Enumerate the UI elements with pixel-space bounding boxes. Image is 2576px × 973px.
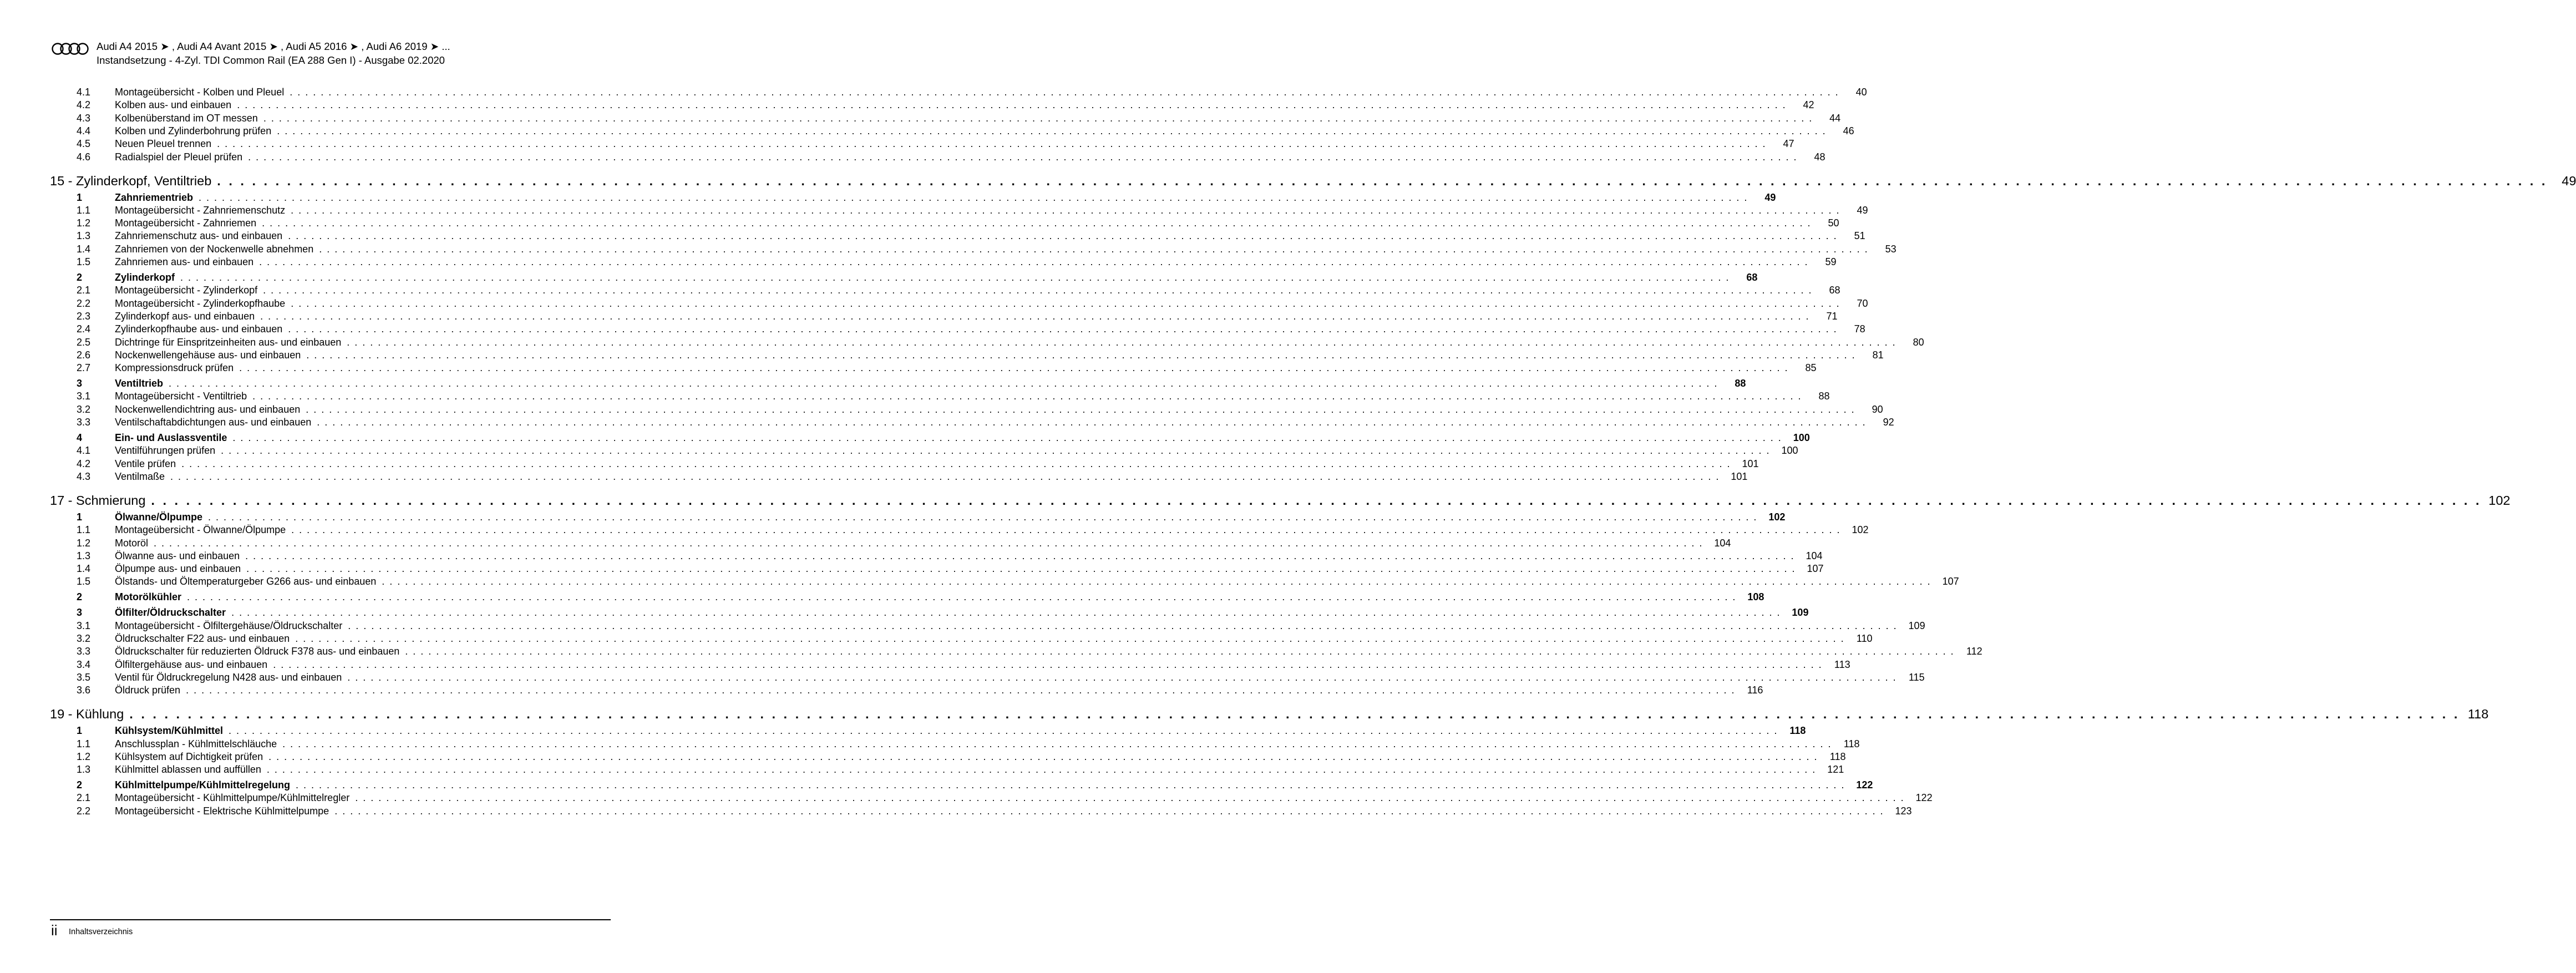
toc-entry-title: Ventilführungen prüfen bbox=[115, 445, 216, 457]
toc-entry-title: Öldruckschalter für reduzierten Öldruck F378 aus- und einbauen bbox=[115, 646, 400, 657]
toc-entry-page: 50 bbox=[1828, 217, 1839, 229]
header-subtitle: Instandsetzung - 4-Zyl. TDI Common Rail (EA 288 Gen I) - Ausgabe 02.2020 bbox=[97, 54, 445, 66]
toc-entry-number: 2.3 bbox=[77, 310, 91, 322]
toc-entry-title: Ventiltrieb bbox=[115, 378, 164, 389]
toc-entry-line bbox=[115, 112, 1841, 124]
toc-entry-title: Dichtringe für Einspritzeinheiten aus- und einbauen bbox=[115, 336, 342, 348]
dot-leader: . . . . . . . . . . . . . . . . . . . . . . . . . . . . . . . . . . . . . . . . . . . . . . . . . . . . . . . . . . . . . . . . . . . . . . . . . . . . . . . . . . . . . . . . . . . . . . . . . . . . . . . . . . . . . . . . . . . . . . . . . . . . . . . . . . . . . . . . . . . . . . . . . . . . . . . . . . . . . . . . . . . . . . . . . . . . . . . . . . . . . . . . . . . . . . . . . . . . . . . . bbox=[221, 445, 1771, 457]
toc-entry-title: Montageübersicht - Ölwanne/Ölpumpe bbox=[115, 524, 286, 536]
toc-entry-line bbox=[115, 779, 1873, 791]
dot-leader: . . . . . . . . . . . . . . . . . . . . . . . . . . . . . . . . . . . . . . . . . . . . . . . . . . . . . . . . . . . . . . . . . . . . . . . . . . . . . . . . . . . . . . . . . . . . . . . . . . . . . . . . . . . . . . . . . . . . . . . . . . . . . . . . . . . . . . . . . . . . . . . . . . . . . . . . . . . . . . . . . . . . . . . . . . . . . . . . . . . . . . . . . . . . . . . . . . . . . . . . bbox=[248, 151, 1798, 163]
toc-entry-page: 71 bbox=[1826, 310, 1838, 322]
toc-entry-title: Ölwanne/Ölpumpe bbox=[115, 511, 203, 523]
toc-entry-page: 81 bbox=[1872, 349, 1884, 361]
toc-entry-number: 1.5 bbox=[77, 256, 91, 267]
toc-entry-number: 3.2 bbox=[77, 403, 91, 415]
toc-entry-number: 1 bbox=[77, 191, 83, 203]
dot-leader: . . . . . . . . . . . . . . . . . . . . . . . . . . . . . . . . . . . . . . . . . . . . . . . . . . . . . . . . . . . . . . . . . . . . . . . . . . . . . . . . . . . . . . . . . . . . . . . . . . . . . . . . . . . . . . . . . . . . . . . . . . . . . . . . . . . . . . . . . . . . . . . . . . . . . . . . . . . . . . . . . . . . . . . . . . . . . . . . . . . . . . . . . . . . . . . . . . . . . . . . bbox=[382, 576, 1931, 587]
toc-entry-title: Zahnriementrieb bbox=[115, 191, 194, 203]
toc-entry-title: Zylinderkopf aus- und einbauen bbox=[115, 310, 255, 322]
toc-entry-title: Ölwanne aus- und einbauen bbox=[115, 550, 240, 561]
toc-entry-line bbox=[115, 576, 1959, 587]
toc-entry-title: Kompressionsdruck prüfen bbox=[115, 362, 234, 374]
toc-entry-line bbox=[115, 138, 1794, 150]
toc-entry-page: 49 bbox=[1764, 191, 1776, 203]
dot-leader: . . . . . . . . . . . . . . . . . . . . . . . . . . . . . . . . . . . . . . . . . . . . . . . . . . . . . . . . . . . . . . . . . . . . . . . . . . . . . . . . . . . . . . . . . . . . . . . . . . . . . . . . . . . . . . . . . . . . . . . . . . . . . . . . . . . . . . . . . . . . . . . . . . . . . . . . . . . . . . . . . . . . . . . . . . . . . . . . . . . . . . . . . . . . . . . . . . . . . . . . bbox=[290, 87, 1839, 98]
dot-leader: . . . . . . . . . . . . . . . . . . . . . . . . . . . . . . . . . . . . . . . . . . . . . . . . . . . . . . . . . . . . . . . . . . . . . . . . . . . . . . . . . . . . . . . . . . . . . . . . . . . . . . . . . . . . . . . . . . . . . . . . . . . . . . . . . . . . . . . . . . . . . . . . . . . . . . . . . . . . . . . . . . . . . . . . . . . . . . . . . . . . . . . . . . . . . . . . . . . . . . . . bbox=[405, 646, 1955, 657]
toc-entry-line bbox=[115, 125, 1854, 137]
dot-leader: . . . . . . . . . . . . . . . . . . . . . . . . . . . . . . . . . . . . . . . . . . . . . . . . . . . . . . . . . . . . . . . . . . . . . . . . . . . . . . . . . . . . . . . . . . . . . . . . . . . . . . . . . . . . . . . . . . . . . . . . . . . . . . . . . . . . . . . . . . . . . . . . . . . . . . . . . . . . . . . . . . . . . . . . . . . . . . . . . . . . . . . . . . . . . . . . . . . . . . . . bbox=[229, 725, 1778, 737]
dot-leader: . . . . . . . . . . . . . . . . . . . . . . . . . . . . . . . . . . . . . . . . . . . . . . . . . . . . . . . . . . . . . . . . . . . . . . . . . . . . . . . . . . . . . . . . . . . . . . . . . . . . . . . . . . . . . . . . . . . . . . . . . . . . . . . . . . . . . . . . . . . . . . . . . . . . . . . . . . . . . . . . . . . . . . . . . . . . . . . . . . . . . . . . . . . . . . . . . . . . . . . . bbox=[239, 362, 1789, 374]
toc-entry-line bbox=[115, 336, 1924, 348]
toc-entry-line bbox=[115, 563, 1824, 575]
dot-leader: . . . . . . . . . . . . . . . . . . . . . . . . . . . . . . . . . . . . . . . . . . . . . . . . . . . . . . . . . . . . . . . . . . . . . . . . . . . . . . . . . . . . . . . . . . . . . . . . . . . . . . . . . . . . . . . . . . . . . . . . . . . . . . . . . . . . . . . . . . . . . . . . . . . . . . . . . . . . . . . . . . . . . . . . . . . . . . . . . . . . . . . . . . . . . . . . . . . . . . . . bbox=[199, 191, 1748, 203]
dot-leader: . . . . . . . . . . . . . . . . . . . . . . . . . . . . . . . . . . . . . . . . . . . . . . . . . . . . . . . . . . . . . . . . . . . . . . . . . . . . . . . . . . . . . . . . . . . . . . . . . . . . . . . . . . . . . . . . . . . . . . . . . . . . . . . . . . . . . . . . . . . . . . . . . . . . . . . . . . . . . . . . . . . . . . . . . . . . . . . . . . . . . . . . . . . . . . . . . . . . . . . . bbox=[154, 537, 1703, 549]
toc-entry-page: 107 bbox=[1807, 563, 1824, 575]
toc-entry-number: 2 bbox=[77, 779, 83, 791]
toc-entry-line bbox=[115, 87, 1867, 98]
toc-entry-line bbox=[115, 285, 1840, 296]
toc-entry-number: 1 bbox=[77, 511, 83, 523]
toc-entry-number: 4.2 bbox=[77, 458, 91, 469]
toc-entry-page: 113 bbox=[1834, 658, 1850, 670]
toc-entry-line bbox=[115, 362, 1817, 374]
toc-entry-line bbox=[115, 417, 1894, 428]
toc-entry-number: 2 bbox=[77, 591, 83, 603]
dot-leader: . . . . . . . . . . . . . . . . . . . . . . . . . . . . . . . . . . . . . . . . . . . . . . . . . . . . . . . . . . . . . . . . . . . . . . . . . . . . . . . . . . . . . . . . . . . . . . . . . . . . . . . . . . . . . . . . . . . . . . . . . . . . . . . . . . . . . . . . . . . . . . . . . . . . . . . . . . . . . . . . . . . . . . . . . . . . . . . . . . . . . . . . . . . . . . . . . . . . . . . . bbox=[231, 607, 1781, 619]
toc-entry-title: Kühlmittelpumpe/Kühlmittelregelung bbox=[115, 779, 291, 791]
toc-entry-title: Ventilmaße bbox=[115, 470, 165, 482]
toc-entry-title: 19 - Kühlung bbox=[50, 707, 124, 722]
toc-entry-number: 4.4 bbox=[77, 125, 91, 136]
dot-leader: . . . . . . . . . . . . . . . . . . . . . . . . . . . . . . . . . . . . . . . . . . . . . . . . . . . . . . . . . . . . . . . . . . . . . . . . . . . . . . . . . . . . . . . . . . . . . . . . . . . . . . . . . . . . . . . . . . . . . . . . . . . . . . . . . . . . . . . . . . . . . . . . . . . . . . . . . . . . . . . . . . . . . . . . . . . . . . . . . . . . . . . . . . . . . . . . . . . . . . . . bbox=[208, 511, 1758, 523]
toc-entry-page: 109 bbox=[1908, 620, 1925, 631]
toc-entry-number: 2.6 bbox=[77, 349, 91, 361]
toc-entry-number: 1.3 bbox=[77, 764, 91, 776]
dot-leader: . . . . . . . . . . . . . . . . . . . . . . . . . . . . . . . . . . . . . . . . . . . . . . . . . . . . . . . . . . . . . . . . . . . . . . . . . . . . . . . . . . . . . . . . . . . . . . . . . . . . . . . . . . . . . . . . . . . . . . . . . . . . . . . . . . . . . . . . . . . . . . . . . . . . . . . . . . . . . . . . . . . . . . . . . . . . . . . . . . . . . . . . . . . . . . . . . . . . . . . . bbox=[319, 243, 1869, 255]
toc-entry-page: 78 bbox=[1854, 323, 1865, 335]
toc-entry-line bbox=[115, 243, 1896, 255]
toc-entry-page: 68 bbox=[1829, 285, 1840, 296]
toc-entry-number: 2.5 bbox=[77, 336, 91, 348]
dot-leader: . . . . . . . . . . . . . . . . . . . . . . . . . . . . . . . . . . . . . . . . . . . . . . . . . . . . . . . . . . . . . . . . . . . . . . . . . . . . . . . . . . . . . . . . . . . . . . . . . . . . . . . . . . . . . . . . . . . . . . . . . . . . . . . . . . . . . . . . . . . . . . . . . . . . . . . . . . . . . . . . . . . . . . . . . . . . . . . . . . . . . . . . . . . . . . . . . . . . . . . . bbox=[217, 173, 2548, 188]
toc-entry-title: Kolbenüberstand im OT messen bbox=[115, 112, 258, 124]
dot-leader: . . . . . . . . . . . . . . . . . . . . . . . . . . . . . . . . . . . . . . . . . . . . . . . . . . . . . . . . . . . . . . . . . . . . . . . . . . . . . . . . . . . . . . . . . . . . . . . . . . . . . . . . . . . . . . . . . . . . . . . . . . . . . . . . . . . . . . . . . . . . . . . . . . . . . . . . . . . . . . . . . . . . . . . . . . . . . . . . . . . . . . . . . . . . . . . . . . . . . . . . bbox=[291, 297, 1840, 309]
toc-entry-line bbox=[115, 191, 1776, 204]
toc-entry-line bbox=[50, 173, 2576, 189]
dot-leader: . . . . . . . . . . . . . . . . . . . . . . . . . . . . . . . . . . . . . . . . . . . . . . . . . . . . . . . . . . . . . . . . . . . . . . . . . . . . . . . . . . . . . . . . . . . . . . . . . . . . . . . . . . . . . . . . . . . . . . . . . . . . . . . . . . . . . . . . . . . . . . . . . . . . . . . . . . . . . . . . . . . . . . . . . . . . . . . . . . . . . . . . . . . . . . . . . . . . . . . . bbox=[266, 764, 1817, 776]
toc-entry-number: 2.1 bbox=[77, 792, 91, 804]
toc-entry-number: 2.1 bbox=[77, 285, 91, 296]
toc-entry-page: 110 bbox=[1856, 633, 1873, 644]
toc-entry-title: Zahnriemenschutz aus- und einbauen bbox=[115, 230, 283, 242]
toc-entry-line bbox=[115, 725, 1806, 737]
toc-entry-number: 3 bbox=[77, 378, 83, 389]
toc-entry-title: Zahnriemen aus- und einbauen bbox=[115, 256, 254, 267]
toc-entry-page: 102 bbox=[1768, 511, 1786, 523]
toc-entry-page: 104 bbox=[1806, 550, 1823, 561]
toc-entry-line bbox=[115, 470, 1748, 483]
toc-entry-title: 17 - Schmierung bbox=[50, 493, 146, 508]
toc-entry-line bbox=[115, 671, 1925, 683]
toc-entry-title: Zylinderkopf bbox=[115, 272, 175, 283]
toc-entry-title: Motoröl bbox=[115, 537, 149, 549]
toc-entry-page: 88 bbox=[1735, 378, 1746, 389]
toc-entry-line bbox=[50, 707, 2489, 722]
toc-entry-number: 4.3 bbox=[77, 112, 91, 124]
toc-entry-line bbox=[115, 151, 1825, 163]
toc-entry-page: 51 bbox=[1854, 230, 1865, 242]
toc-entry-title: Nockenwellendichtring aus- und einbauen bbox=[115, 403, 301, 415]
toc-entry-page: 104 bbox=[1714, 537, 1731, 549]
toc-entry-title: Kühlsystem auf Dichtigkeit prüfen bbox=[115, 751, 263, 762]
toc-entry-page: 122 bbox=[1856, 779, 1873, 791]
toc-entry-page: 101 bbox=[1731, 470, 1748, 482]
toc-entry-line bbox=[115, 432, 1810, 444]
dot-leader: . . . . . . . . . . . . . . . . . . . . . . . . . . . . . . . . . . . . . . . . . . . . . . . . . . . . . . . . . . . . . . . . . . . . . . . . . . . . . . . . . . . . . . . . . . . . . . . . . . . . . . . . . . . . . . . . . . . . . . . . . . . . . . . . . . . . . . . . . . . . . . . . . . . . . . . . . . . . . . . . . . . . . . . . . . . . . . . . . . . . . . . . . . . . . . . . . . . . . . . . bbox=[347, 671, 1897, 683]
dot-leader: . . . . . . . . . . . . . . . . . . . . . . . . . . . . . . . . . . . . . . . . . . . . . . . . . . . . . . . . . . . . . . . . . . . . . . . . . . . . . . . . . . . . . . . . . . . . . . . . . . . . . . . . . . . . . . . . . . . . . . . . . . . . . . . . . . . . . . . . . . . . . . . . . . . . . . . . . . . . . . . . . . . . . . . . . . . . . . . . . . . . . . . . . . . . . . . . . . . . . . . . bbox=[334, 805, 1884, 817]
footer-page-number: ii bbox=[51, 922, 58, 939]
toc-entry-number: 1.4 bbox=[77, 243, 91, 255]
toc-entry-number: 2.2 bbox=[77, 297, 91, 309]
toc-entry-line bbox=[115, 591, 1764, 603]
toc-entry-page: 118 bbox=[1843, 738, 1860, 749]
dot-leader: . . . . . . . . . . . . . . . . . . . . . . . . . . . . . . . . . . . . . . . . . . . . . . . . . . . . . . . . . . . . . . . . . . . . . . . . . . . . . . . . . . . . . . . . . . . . . . . . . . . . . . . . . . . . . . . . . . . . . . . . . . . . . . . . . . . . . . . . . . . . . . . . . . . . . . . . . . . . . . . . . . . . . . . . . . . . . . . . . . . . . . . . . . . . . . . . . . . . . . . . bbox=[151, 493, 2482, 508]
dot-leader: . . . . . . . . . . . . . . . . . . . . . . . . . . . . . . . . . . . . . . . . . . . . . . . . . . . . . . . . . . . . . . . . . . . . . . . . . . . . . . . . . . . . . . . . . . . . . . . . . . . . . . . . . . . . . . . . . . . . . . . . . . . . . . . . . . . . . . . . . . . . . . . . . . . . . . . . . . . . . . . . . . . . . . . . . . . . . . . . . . . . . . . . . . . . . . . . . . . . . . . . bbox=[260, 310, 1810, 322]
dot-leader: . . . . . . . . . . . . . . . . . . . . . . . . . . . . . . . . . . . . . . . . . . . . . . . . . . . . . . . . . . . . . . . . . . . . . . . . . . . . . . . . . . . . . . . . . . . . . . . . . . . . . . . . . . . . . . . . . . . . . . . . . . . . . . . . . . . . . . . . . . . . . . . . . . . . . . . . . . . . . . . . . . . . . . . . . . . . . . . . . . . . . . . . . . . . . . . . . . . . . . . . bbox=[237, 99, 1787, 111]
toc-entry-page: 112 bbox=[1966, 646, 1982, 657]
toc-entry-number: 3.3 bbox=[77, 646, 91, 657]
toc-entry-line bbox=[115, 310, 1838, 322]
toc-entry-number: 1.4 bbox=[77, 563, 91, 575]
toc-entry-number: 2 bbox=[77, 272, 83, 283]
dot-leader: . . . . . . . . . . . . . . . . . . . . . . . . . . . . . . . . . . . . . . . . . . . . . . . . . . . . . . . . . . . . . . . . . . . . . . . . . . . . . . . . . . . . . . . . . . . . . . . . . . . . . . . . . . . . . . . . . . . . . . . . . . . . . . . . . . . . . . . . . . . . . . . . . . . . . . . . . . . . . . . . . . . . . . . . . . . . . . . . . . . . . . . . . . . . . . . . . . . . . . . . bbox=[317, 417, 1867, 428]
toc-entry-line bbox=[115, 620, 1925, 632]
toc-entry-page: 53 bbox=[1885, 243, 1896, 255]
toc-entry-title: Nockenwellengehäuse aus- und einbauen bbox=[115, 349, 301, 361]
toc-entry-number: 2.7 bbox=[77, 362, 91, 374]
toc-entry-number: 3.4 bbox=[77, 658, 91, 670]
toc-entry-number: 3.3 bbox=[77, 417, 91, 428]
toc-entry-title: Neuen Pleuel trennen bbox=[115, 138, 212, 150]
toc-entry-title: 15 - Zylinderkopf, Ventiltrieb bbox=[50, 173, 212, 188]
toc-entry-page: 80 bbox=[1913, 336, 1924, 348]
dot-leader: . . . . . . . . . . . . . . . . . . . . . . . . . . . . . . . . . . . . . . . . . . . . . . . . . . . . . . . . . . . . . . . . . . . . . . . . . . . . . . . . . . . . . . . . . . . . . . . . . . . . . . . . . . . . . . . . . . . . . . . . . . . . . . . . . . . . . . . . . . . . . . . . . . . . . . . . . . . . . . . . . . . . . . . . . . . . . . . . . . . . . . . . . . . . . . . . . . . . . . . . bbox=[245, 550, 1795, 561]
dot-leader: . . . . . . . . . . . . . . . . . . . . . . . . . . . . . . . . . . . . . . . . . . . . . . . . . . . . . . . . . . . . . . . . . . . . . . . . . . . . . . . . . . . . . . . . . . . . . . . . . . . . . . . . . . . . . . . . . . . . . . . . . . . . . . . . . . . . . . . . . . . . . . . . . . . . . . . . . . . . . . . . . . . . . . . . . . . . . . . . . . . . . . . . . . . . . . . . . . . . . . . . bbox=[288, 323, 1838, 335]
toc-entry-number: 4 bbox=[77, 432, 83, 443]
toc-entry-title: Ventilschaftabdichtungen aus- und einbauen bbox=[115, 417, 312, 428]
toc-entry-page: 107 bbox=[1942, 576, 1959, 587]
toc-entry-title: Anschlussplan - Kühlmittelschläuche bbox=[115, 738, 277, 749]
toc-entry-page: 102 bbox=[1852, 524, 1869, 536]
toc-entry-line bbox=[115, 99, 1814, 111]
toc-entry-page: 118 bbox=[1829, 751, 1846, 762]
toc-entry-number: 3.1 bbox=[77, 391, 91, 402]
toc-entry-page: 47 bbox=[1783, 138, 1794, 150]
toc-entry-title: Ölstands- und Öltemperaturgeber G266 aus- und einbauen bbox=[115, 576, 377, 587]
toc-entry-line bbox=[115, 391, 1830, 402]
toc-entry-number: 4.1 bbox=[77, 87, 91, 98]
toc-entry-page: 49 bbox=[1857, 204, 1868, 216]
toc-entry-page: 101 bbox=[1742, 458, 1759, 469]
dot-leader: . . . . . . . . . . . . . . . . . . . . . . . . . . . . . . . . . . . . . . . . . . . . . . . . . . . . . . . . . . . . . . . . . . . . . . . . . . . . . . . . . . . . . . . . . . . . . . . . . . . . . . . . . . . . . . . . . . . . . . . . . . . . . . . . . . . . . . . . . . . . . . . . . . . . . . . . . . . . . . . . . . . . . . . . . . . . . . . . . . . . . . . . . . . . . . . . . . . . . . . . bbox=[186, 685, 1736, 696]
dot-leader: . . . . . . . . . . . . . . . . . . . . . . . . . . . . . . . . . . . . . . . . . . . . . . . . . . . . . . . . . . . . . . . . . . . . . . . . . . . . . . . . . . . . . . . . . . . . . . . . . . . . . . . . . . . . . . . . . . . . . . . . . . . . . . . . . . . . . . . . . . . . . . . . . . . . . . . . . . . . . . . . . . . . . . . . . . . . . . . . . . . . . . . . . . . . . . . . . . . . . . . . bbox=[296, 779, 1845, 791]
toc-entry-number: 1.1 bbox=[77, 738, 91, 749]
toc-entry-line bbox=[115, 524, 1869, 536]
toc-entry-number: 1.2 bbox=[77, 217, 91, 229]
toc-entry-line bbox=[115, 805, 1912, 817]
footer-divider bbox=[50, 919, 611, 920]
dot-leader: . . . . . . . . . . . . . . . . . . . . . . . . . . . . . . . . . . . . . . . . . . . . . . . . . . . . . . . . . . . . . . . . . . . . . . . . . . . . . . . . . . . . . . . . . . . . . . . . . . . . . . . . . . . . . . . . . . . . . . . . . . . . . . . . . . . . . . . . . . . . . . . . . . . . . . . . . . . . . . . . . . . . . . . . . . . . . . . . . . . . . . . . . . . . . . . . . . . . . . . . bbox=[295, 633, 1845, 644]
header-models: Audi A4 2015 ➤ , Audi A4 Avant 2015 ➤ , Audi A5 2016 ➤ , Audi A6 2019 ➤ ... bbox=[97, 40, 450, 52]
toc-entry-line bbox=[115, 764, 1844, 776]
toc-entry-number: 3 bbox=[77, 607, 83, 619]
toc-entry-number: 2.2 bbox=[77, 805, 91, 817]
toc-entry-line bbox=[115, 751, 1846, 763]
toc-entry-title: Kühlmittel ablassen und auffüllen bbox=[115, 764, 261, 776]
dot-leader: . . . . . . . . . . . . . . . . . . . . . . . . . . . . . . . . . . . . . . . . . . . . . . . . . . . . . . . . . . . . . . . . . . . . . . . . . . . . . . . . . . . . . . . . . . . . . . . . . . . . . . . . . . . . . . . . . . . . . . . . . . . . . . . . . . . . . . . . . . . . . . . . . . . . . . . . . . . . . . . . . . . . . . . . . . . . . . . . . . . . . . . . . . . . . . . . . . . . . . . . bbox=[262, 217, 1812, 229]
dot-leader: . . . . . . . . . . . . . . . . . . . . . . . . . . . . . . . . . . . . . . . . . . . . . . . . . . . . . . . . . . . . . . . . . . . . . . . . . . . . . . . . . . . . . . . . . . . . . . . . . . . . . . . . . . . . . . . . . . . . . . . . . . . . . . . . . . . . . . . . . . . . . . . . . . . . . . . . . . . . . . . . . . . . . . . . . . . . . . . . . . . . . . . . . . . . . . . . . . . . . . . . bbox=[246, 563, 1796, 575]
toc-entry-title: Montageübersicht - Zahnriemenschutz bbox=[115, 204, 286, 216]
toc-entry-number: 1.2 bbox=[77, 537, 91, 549]
toc-entry-title: Kolben aus- und einbauen bbox=[115, 99, 232, 111]
toc-entry-page: 70 bbox=[1857, 297, 1868, 309]
toc-entry-line bbox=[115, 537, 1731, 549]
toc-entry-title: Kühlsystem/Kühlmittel bbox=[115, 725, 224, 737]
toc-entry-number: 3.6 bbox=[77, 685, 91, 696]
four-rings-logo-icon bbox=[51, 42, 90, 55]
toc-entry-page: 109 bbox=[1792, 607, 1809, 619]
dot-leader: . . . . . . . . . . . . . . . . . . . . . . . . . . . . . . . . . . . . . . . . . . . . . . . . . . . . . . . . . . . . . . . . . . . . . . . . . . . . . . . . . . . . . . . . . . . . . . . . . . . . . . . . . . . . . . . . . . . . . . . . . . . . . . . . . . . . . . . . . . . . . . . . . . . . . . . . . . . . . . . . . . . . . . . . . . . . . . . . . . . . . . . . . . . . . . . . . . . . . . . . bbox=[347, 336, 1896, 348]
dot-leader: . . . . . . . . . . . . . . . . . . . . . . . . . . . . . . . . . . . . . . . . . . . . . . . . . . . . . . . . . . . . . . . . . . . . . . . . . . . . . . . . . . . . . . . . . . . . . . . . . . . . . . . . . . . . . . . . . . . . . . . . . . . . . . . . . . . . . . . . . . . . . . . . . . . . . . . . . . . . . . . . . . . . . . . . . . . . . . . . . . . . . . . . . . . . . . . . . . . . . . . . bbox=[291, 524, 1841, 536]
toc-entry-page: 100 bbox=[1793, 432, 1810, 443]
toc-entry-page: 88 bbox=[1818, 391, 1830, 402]
toc-entry-line bbox=[115, 256, 1837, 268]
toc-entry-page: 102 bbox=[2488, 493, 2511, 508]
toc-entry-page: 46 bbox=[1843, 125, 1854, 136]
toc-entry-title: Montageübersicht - Ölfiltergehäuse/Öldruckschalter bbox=[115, 620, 343, 631]
toc-entry-number: 4.1 bbox=[77, 445, 91, 457]
dot-leader: . . . . . . . . . . . . . . . . . . . . . . . . . . . . . . . . . . . . . . . . . . . . . . . . . . . . . . . . . . . . . . . . . . . . . . . . . . . . . . . . . . . . . . . . . . . . . . . . . . . . . . . . . . . . . . . . . . . . . . . . . . . . . . . . . . . . . . . . . . . . . . . . . . . . . . . . . . . . . . . . . . . . . . . . . . . . . . . . . . . . . . . . . . . . . . . . . . . . . . . . bbox=[217, 138, 1767, 150]
toc-entry-number: 4.5 bbox=[77, 138, 91, 150]
toc-entry-title: Kolben und Zylinderbohrung prüfen bbox=[115, 125, 272, 136]
toc-entry-page: 40 bbox=[1855, 87, 1867, 98]
dot-leader: . . . . . . . . . . . . . . . . . . . . . . . . . . . . . . . . . . . . . . . . . . . . . . . . . . . . . . . . . . . . . . . . . . . . . . . . . . . . . . . . . . . . . . . . . . . . . . . . . . . . . . . . . . . . . . . . . . . . . . . . . . . . . . . . . . . . . . . . . . . . . . . . . . . . . . . . . . . . . . . . . . . . . . . . . . . . . . . . . . . . . . . . . . . . . . . . . . . . . . . . bbox=[273, 658, 1823, 670]
dot-leader: . . . . . . . . . . . . . . . . . . . . . . . . . . . . . . . . . . . . . . . . . . . . . . . . . . . . . . . . . . . . . . . . . . . . . . . . . . . . . . . . . . . . . . . . . . . . . . . . . . . . . . . . . . . . . . . . . . . . . . . . . . . . . . . . . . . . . . . . . . . . . . . . . . . . . . . . . . . . . . . . . . . . . . . . . . . . . . . . . . . . . . . . . . . . . . . . . . . . . . . . bbox=[263, 285, 1813, 296]
toc-entry-page: 108 bbox=[1747, 591, 1764, 603]
toc-entry-number: 4.3 bbox=[77, 470, 91, 482]
toc-entry-line bbox=[115, 511, 1786, 523]
toc-entry-number: 1.3 bbox=[77, 230, 91, 242]
toc-entry-title: Motorölkühler bbox=[115, 591, 181, 603]
toc-entry-title: Ventile prüfen bbox=[115, 458, 176, 469]
toc-entry-page: 115 bbox=[1908, 671, 1925, 683]
toc-entry-number: 4.6 bbox=[77, 151, 91, 163]
dot-leader: . . . . . . . . . . . . . . . . . . . . . . . . . . . . . . . . . . . . . . . . . . . . . . . . . . . . . . . . . . . . . . . . . . . . . . . . . . . . . . . . . . . . . . . . . . . . . . . . . . . . . . . . . . . . . . . . . . . . . . . . . . . . . . . . . . . . . . . . . . . . . . . . . . . . . . . . . . . . . . . . . . . . . . . . . . . . . . . . . . . . . . . . . . . . . . . . . . . . . . . . bbox=[291, 204, 1840, 216]
toc-entry-line bbox=[115, 445, 1798, 457]
toc-entry-title: Montageübersicht - Zylinderkopf bbox=[115, 285, 258, 296]
toc-entry-number: 1.3 bbox=[77, 550, 91, 561]
toc-entry-title: Montageübersicht - Ventiltrieb bbox=[115, 391, 247, 402]
toc-entry-page: 123 bbox=[1895, 805, 1912, 817]
toc-entry-page: 49 bbox=[2562, 173, 2576, 188]
toc-entry-number: 1.1 bbox=[77, 524, 91, 536]
dot-leader: . . . . . . . . . . . . . . . . . . . . . . . . . . . . . . . . . . . . . . . . . . . . . . . . . . . . . . . . . . . . . . . . . . . . . . . . . . . . . . . . . . . . . . . . . . . . . . . . . . . . . . . . . . . . . . . . . . . . . . . . . . . . . . . . . . . . . . . . . . . . . . . . . . . . . . . . . . . . . . . . . . . . . . . . . . . . . . . . . . . . . . . . . . . . . . . . . . . . . . . . bbox=[170, 470, 1720, 482]
toc-entry-number: 1.5 bbox=[77, 576, 91, 587]
dot-leader: . . . . . . . . . . . . . . . . . . . . . . . . . . . . . . . . . . . . . . . . . . . . . . . . . . . . . . . . . . . . . . . . . . . . . . . . . . . . . . . . . . . . . . . . . . . . . . . . . . . . . . . . . . . . . . . . . . . . . . . . . . . . . . . . . . . . . . . . . . . . . . . . . . . . . . . . . . . . . . . . . . . . . . . . . . . . . . . . . . . . . . . . . . . . . . . . . . . . . . . . bbox=[288, 230, 1838, 242]
toc-entry-line bbox=[115, 738, 1860, 750]
toc-entry-page: 68 bbox=[1746, 272, 1758, 283]
toc-entry-page: 85 bbox=[1805, 362, 1817, 374]
toc-entry-line bbox=[50, 493, 2511, 508]
toc-entry-line bbox=[115, 792, 1933, 804]
toc-entry-line bbox=[115, 633, 1873, 645]
dot-leader: . . . . . . . . . . . . . . . . . . . . . . . . . . . . . . . . . . . . . . . . . . . . . . . . . . . . . . . . . . . . . . . . . . . . . . . . . . . . . . . . . . . . . . . . . . . . . . . . . . . . . . . . . . . . . . . . . . . . . . . . . . . . . . . . . . . . . . . . . . . . . . . . . . . . . . . . . . . . . . . . . . . . . . . . . . . . . . . . . . . . . . . . . . . . . . . . . . . . . . . . bbox=[306, 403, 1855, 415]
dot-leader: . . . . . . . . . . . . . . . . . . . . . . . . . . . . . . . . . . . . . . . . . . . . . . . . . . . . . . . . . . . . . . . . . . . . . . . . . . . . . . . . . . . . . . . . . . . . . . . . . . . . . . . . . . . . . . . . . . . . . . . . . . . . . . . . . . . . . . . . . . . . . . . . . . . . . . . . . . . . . . . . . . . . . . . . . . . . . . . . . . . . . . . . . . . . . . . . . . . . . . . . bbox=[169, 378, 1718, 389]
toc-entry-page: 48 bbox=[1814, 151, 1825, 163]
toc-entry-line bbox=[115, 403, 1883, 415]
dot-leader: . . . . . . . . . . . . . . . . . . . . . . . . . . . . . . . . . . . . . . . . . . . . . . . . . . . . . . . . . . . . . . . . . . . . . . . . . . . . . . . . . . . . . . . . . . . . . . . . . . . . . . . . . . . . . . . . . . . . . . . . . . . . . . . . . . . . . . . . . . . . . . . . . . . . . . . . . . . . . . . . . . . . . . . . . . . . . . . . . . . . . . . . . . . . . . . . . . . . . . . . bbox=[306, 349, 1856, 361]
toc-entry-title: Montageübersicht - Elektrische Kühlmittelpumpe bbox=[115, 805, 329, 817]
toc-entry-line bbox=[115, 458, 1759, 470]
toc-entry-line bbox=[115, 658, 1850, 671]
dot-leader: . . . . . . . . . . . . . . . . . . . . . . . . . . . . . . . . . . . . . . . . . . . . . . . . . . . . . . . . . . . . . . . . . . . . . . . . . . . . . . . . . . . . . . . . . . . . . . . . . . . . . . . . . . . . . . . . . . . . . . . . . . . . . . . . . . . . . . . . . . . . . . . . . . . . . . . . . . . . . . . . . . . . . . . . . . . . . . . . . . . . . . . . . . . . . . . . . . . . . . . . bbox=[232, 432, 1782, 443]
toc-entry-title: Montageübersicht - Zylinderkopfhaube bbox=[115, 297, 286, 309]
toc-entry-page: 100 bbox=[1781, 445, 1798, 457]
toc-entry-line bbox=[115, 323, 1865, 335]
toc-entry-line bbox=[115, 349, 1884, 361]
toc-entry-number: 3.5 bbox=[77, 671, 91, 683]
dot-leader: . . . . . . . . . . . . . . . . . . . . . . . . . . . . . . . . . . . . . . . . . . . . . . . . . . . . . . . . . . . . . . . . . . . . . . . . . . . . . . . . . . . . . . . . . . . . . . . . . . . . . . . . . . . . . . . . . . . . . . . . . . . . . . . . . . . . . . . . . . . . . . . . . . . . . . . . . . . . . . . . . . . . . . . . . . . . . . . . . . . . . . . . . . . . . . . . . . . . . . . . bbox=[355, 792, 1905, 804]
toc-entry-number: 1.1 bbox=[77, 204, 91, 216]
toc-entry-title: Zahnriemen von der Nockenwelle abnehmen bbox=[115, 243, 314, 255]
toc-entry-line bbox=[115, 646, 1982, 657]
toc-entry-page: 92 bbox=[1883, 417, 1894, 428]
toc-entry-title: Ölfilter/Öldruckschalter bbox=[115, 607, 226, 619]
toc-entry-line bbox=[115, 230, 1865, 242]
toc-entry-page: 121 bbox=[1827, 764, 1844, 776]
toc-entry-title: Ein- und Auslassventile bbox=[115, 432, 227, 443]
toc-entry-line bbox=[115, 297, 1868, 310]
dot-leader: . . . . . . . . . . . . . . . . . . . . . . . . . . . . . . . . . . . . . . . . . . . . . . . . . . . . . . . . . . . . . . . . . . . . . . . . . . . . . . . . . . . . . . . . . . . . . . . . . . . . . . . . . . . . . . . . . . . . . . . . . . . . . . . . . . . . . . . . . . . . . . . . . . . . . . . . . . . . . . . . . . . . . . . . . . . . . . . . . . . . . . . . . . . . . . . . . . . . . . . . bbox=[129, 707, 2460, 722]
toc-entry-title: Montageübersicht - Kolben und Pleuel bbox=[115, 87, 285, 98]
dot-leader: . . . . . . . . . . . . . . . . . . . . . . . . . . . . . . . . . . . . . . . . . . . . . . . . . . . . . . . . . . . . . . . . . . . . . . . . . . . . . . . . . . . . . . . . . . . . . . . . . . . . . . . . . . . . . . . . . . . . . . . . . . . . . . . . . . . . . . . . . . . . . . . . . . . . . . . . . . . . . . . . . . . . . . . . . . . . . . . . . . . . . . . . . . . . . . . . . . . . . . . . bbox=[180, 272, 1730, 283]
dot-leader: . . . . . . . . . . . . . . . . . . . . . . . . . . . . . . . . . . . . . . . . . . . . . . . . . . . . . . . . . . . . . . . . . . . . . . . . . . . . . . . . . . . . . . . . . . . . . . . . . . . . . . . . . . . . . . . . . . . . . . . . . . . . . . . . . . . . . . . . . . . . . . . . . . . . . . . . . . . . . . . . . . . . . . . . . . . . . . . . . . . . . . . . . . . . . . . . . . . . . . . . bbox=[259, 256, 1809, 267]
dot-leader: . . . . . . . . . . . . . . . . . . . . . . . . . . . . . . . . . . . . . . . . . . . . . . . . . . . . . . . . . . . . . . . . . . . . . . . . . . . . . . . . . . . . . . . . . . . . . . . . . . . . . . . . . . . . . . . . . . . . . . . . . . . . . . . . . . . . . . . . . . . . . . . . . . . . . . . . . . . . . . . . . . . . . . . . . . . . . . . . . . . . . . . . . . . . . . . . . . . . . . . . bbox=[187, 591, 1737, 603]
toc-entry-title: Zylinderkopfhaube aus- und einbauen bbox=[115, 323, 283, 335]
toc-entry-number: 4.2 bbox=[77, 99, 91, 111]
dot-leader: . . . . . . . . . . . . . . . . . . . . . . . . . . . . . . . . . . . . . . . . . . . . . . . . . . . . . . . . . . . . . . . . . . . . . . . . . . . . . . . . . . . . . . . . . . . . . . . . . . . . . . . . . . . . . . . . . . . . . . . . . . . . . . . . . . . . . . . . . . . . . . . . . . . . . . . . . . . . . . . . . . . . . . . . . . . . . . . . . . . . . . . . . . . . . . . . . . . . . . . . bbox=[263, 112, 1813, 124]
toc-entry-title: Öldruck prüfen bbox=[115, 685, 181, 696]
toc-entry-line bbox=[115, 550, 1823, 562]
dot-leader: . . . . . . . . . . . . . . . . . . . . . . . . . . . . . . . . . . . . . . . . . . . . . . . . . . . . . . . . . . . . . . . . . . . . . . . . . . . . . . . . . . . . . . . . . . . . . . . . . . . . . . . . . . . . . . . . . . . . . . . . . . . . . . . . . . . . . . . . . . . . . . . . . . . . . . . . . . . . . . . . . . . . . . . . . . . . . . . . . . . . . . . . . . . . . . . . . . . . . . . . bbox=[268, 751, 1818, 762]
toc-entry-line bbox=[115, 272, 1758, 283]
footer-label: Inhaltsverzeichnis bbox=[69, 928, 133, 936]
toc-entry-page: 90 bbox=[1872, 403, 1883, 415]
toc-entry-page: 42 bbox=[1803, 99, 1814, 111]
dot-leader: . . . . . . . . . . . . . . . . . . . . . . . . . . . . . . . . . . . . . . . . . . . . . . . . . . . . . . . . . . . . . . . . . . . . . . . . . . . . . . . . . . . . . . . . . . . . . . . . . . . . . . . . . . . . . . . . . . . . . . . . . . . . . . . . . . . . . . . . . . . . . . . . . . . . . . . . . . . . . . . . . . . . . . . . . . . . . . . . . . . . . . . . . . . . . . . . . . . . . . . . bbox=[277, 125, 1827, 136]
dot-leader: . . . . . . . . . . . . . . . . . . . . . . . . . . . . . . . . . . . . . . . . . . . . . . . . . . . . . . . . . . . . . . . . . . . . . . . . . . . . . . . . . . . . . . . . . . . . . . . . . . . . . . . . . . . . . . . . . . . . . . . . . . . . . . . . . . . . . . . . . . . . . . . . . . . . . . . . . . . . . . . . . . . . . . . . . . . . . . . . . . . . . . . . . . . . . . . . . . . . . . . . bbox=[282, 738, 1832, 749]
toc-entry-page: 118 bbox=[2467, 707, 2489, 722]
toc-entry-title: Ölpumpe aus- und einbauen bbox=[115, 563, 241, 575]
toc-entry-page: 59 bbox=[1825, 256, 1837, 267]
toc-entry-line bbox=[115, 204, 1868, 216]
toc-entry-page: 44 bbox=[1829, 112, 1841, 124]
toc-entry-number: 3.1 bbox=[77, 620, 91, 631]
toc-entry-title: Radialspiel der Pleuel prüfen bbox=[115, 151, 243, 163]
toc-entry-line bbox=[115, 378, 1746, 389]
toc-entry-page: 116 bbox=[1747, 685, 1763, 696]
toc-entry-number: 3.2 bbox=[77, 633, 91, 644]
toc-entry-page: 122 bbox=[1915, 792, 1933, 804]
toc-entry-line bbox=[115, 217, 1839, 229]
dot-leader: . . . . . . . . . . . . . . . . . . . . . . . . . . . . . . . . . . . . . . . . . . . . . . . . . . . . . . . . . . . . . . . . . . . . . . . . . . . . . . . . . . . . . . . . . . . . . . . . . . . . . . . . . . . . . . . . . . . . . . . . . . . . . . . . . . . . . . . . . . . . . . . . . . . . . . . . . . . . . . . . . . . . . . . . . . . . . . . . . . . . . . . . . . . . . . . . . . . . . . . . bbox=[181, 458, 1731, 469]
toc-entry-page: 118 bbox=[1789, 725, 1806, 737]
dot-leader: . . . . . . . . . . . . . . . . . . . . . . . . . . . . . . . . . . . . . . . . . . . . . . . . . . . . . . . . . . . . . . . . . . . . . . . . . . . . . . . . . . . . . . . . . . . . . . . . . . . . . . . . . . . . . . . . . . . . . . . . . . . . . . . . . . . . . . . . . . . . . . . . . . . . . . . . . . . . . . . . . . . . . . . . . . . . . . . . . . . . . . . . . . . . . . . . . . . . . . . . bbox=[348, 620, 1898, 631]
dot-leader: . . . . . . . . . . . . . . . . . . . . . . . . . . . . . . . . . . . . . . . . . . . . . . . . . . . . . . . . . . . . . . . . . . . . . . . . . . . . . . . . . . . . . . . . . . . . . . . . . . . . . . . . . . . . . . . . . . . . . . . . . . . . . . . . . . . . . . . . . . . . . . . . . . . . . . . . . . . . . . . . . . . . . . . . . . . . . . . . . . . . . . . . . . . . . . . . . . . . . . . . bbox=[252, 391, 1802, 402]
toc-entry-title: Öldruckschalter F22 aus- und einbauen bbox=[115, 633, 290, 644]
toc-entry-title: Montageübersicht - Zahnriemen bbox=[115, 217, 257, 229]
toc-entry-title: Montageübersicht - Kühlmittelpumpe/Kühlmittelregler bbox=[115, 792, 350, 804]
toc-entry-number: 1 bbox=[77, 725, 83, 737]
toc-entry-number: 1.2 bbox=[77, 751, 91, 762]
toc-entry-title: Ventil für Öldruckregelung N428 aus- und einbauen bbox=[115, 671, 342, 683]
toc-entry-line bbox=[115, 607, 1809, 619]
toc-entry-title: Ölfiltergehäuse aus- und einbauen bbox=[115, 658, 268, 670]
toc-entry-number: 2.4 bbox=[77, 323, 91, 335]
toc-entry-line bbox=[115, 685, 1763, 696]
